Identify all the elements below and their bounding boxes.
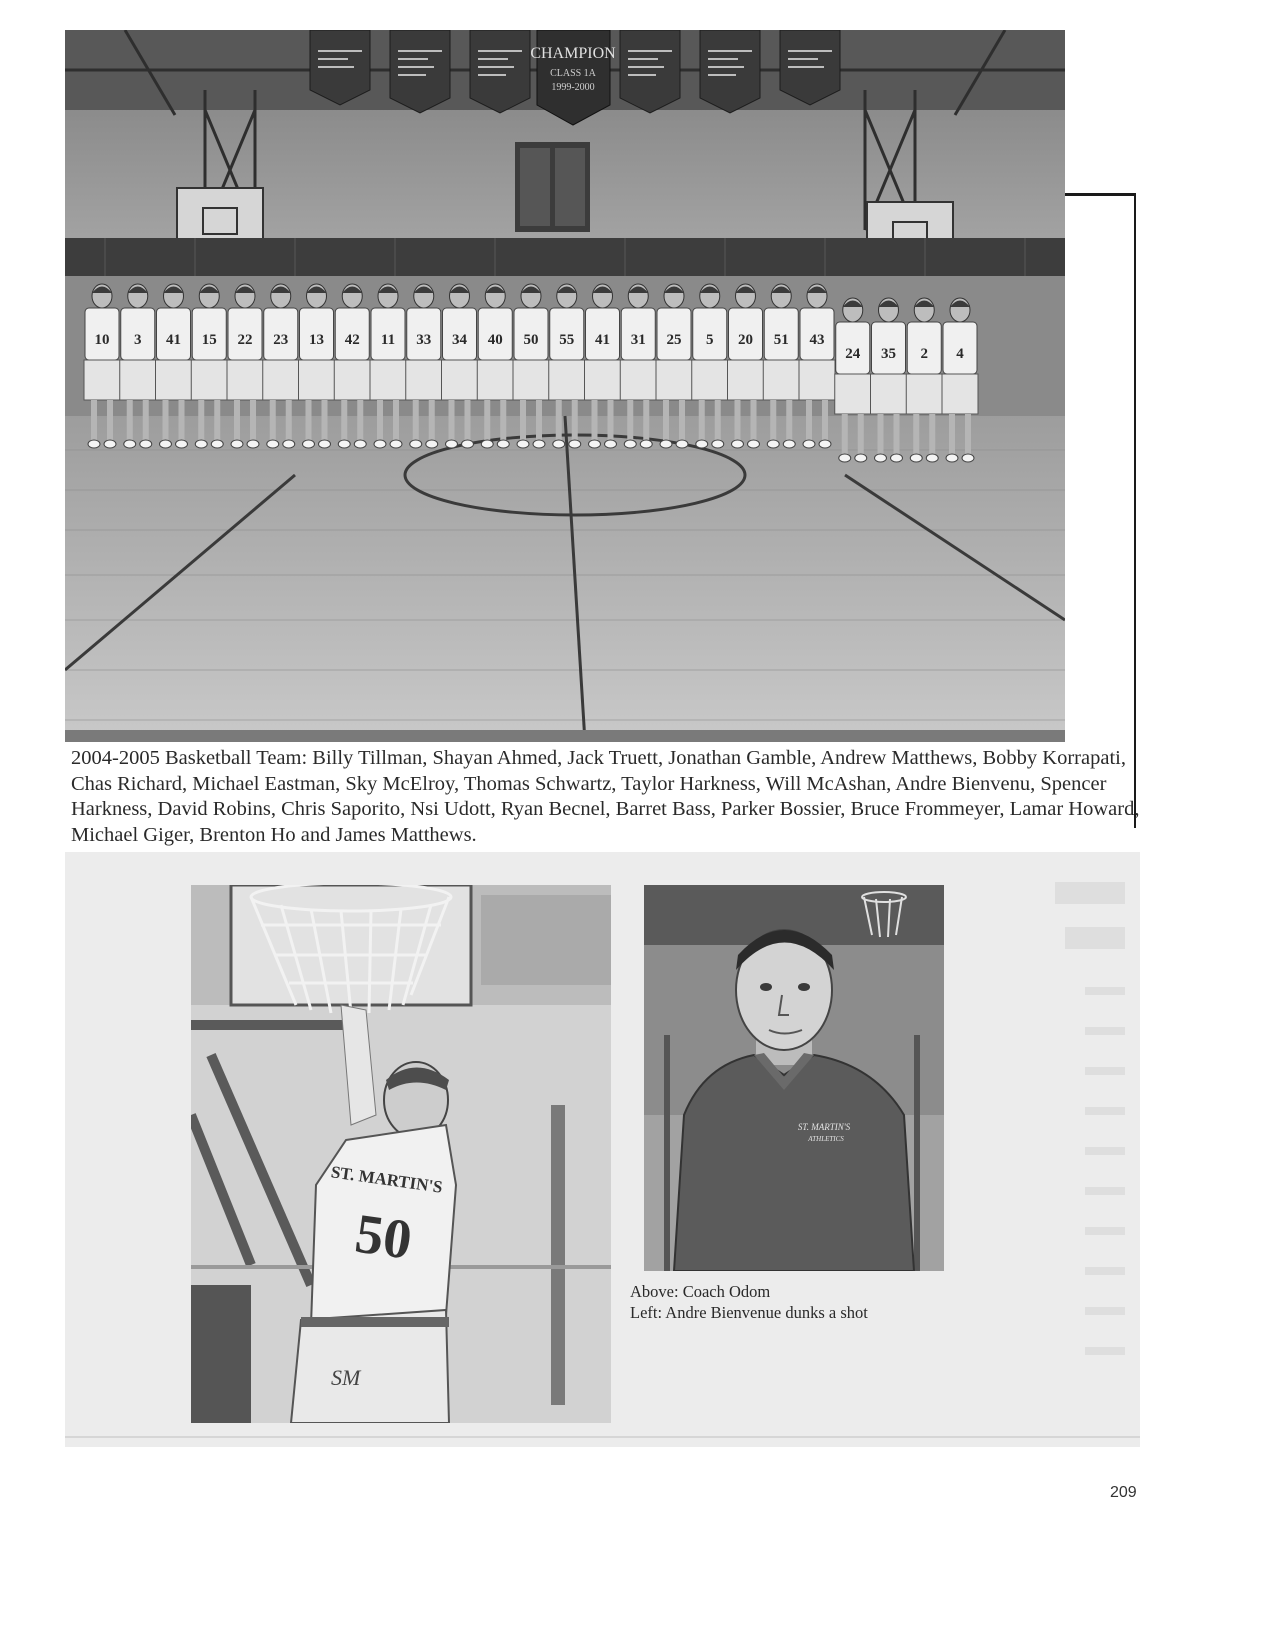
player-shoe — [783, 440, 795, 448]
dunk-shorts-logo: SM — [331, 1365, 361, 1390]
player-jersey-number: 22 — [237, 332, 253, 348]
player-leg — [965, 414, 971, 456]
player-shoe — [462, 440, 474, 448]
player-leg — [413, 400, 419, 442]
player-leg — [770, 400, 776, 442]
player-leg — [699, 400, 705, 442]
player-leg — [250, 400, 256, 442]
player-shoe — [211, 440, 223, 448]
player-leg — [822, 400, 828, 442]
player-shorts — [620, 360, 656, 400]
player-shoe — [354, 440, 366, 448]
player-jersey-number: 50 — [523, 332, 539, 348]
player-shorts — [656, 360, 692, 400]
player-shoe — [88, 440, 100, 448]
player-shoe — [124, 440, 136, 448]
player-shoe — [676, 440, 688, 448]
player-jersey-number: 5 — [706, 332, 714, 348]
backboard-left — [177, 188, 263, 246]
player-shorts — [728, 360, 764, 400]
player-shoe — [712, 440, 724, 448]
player-shoe — [640, 440, 652, 448]
player-shoe — [426, 440, 438, 448]
player-shoe — [732, 440, 744, 448]
player-shoe — [696, 440, 708, 448]
player-shorts — [549, 360, 585, 400]
player-leg — [663, 400, 669, 442]
player-shoe — [140, 440, 152, 448]
player-leg — [214, 400, 220, 442]
player-jersey-number: 31 — [630, 332, 646, 348]
player-jersey-number: 15 — [201, 332, 217, 348]
player-leg — [556, 400, 562, 442]
player-shoe — [946, 454, 958, 462]
player-shoe — [748, 440, 760, 448]
player-leg — [572, 400, 578, 442]
player-jersey-number: 2 — [920, 346, 928, 362]
player-shorts — [799, 360, 835, 400]
caption-dunk: Left: Andre Bienvenue dunks a shot — [630, 1303, 868, 1322]
player-shoe — [910, 454, 922, 462]
player-shoe — [231, 440, 243, 448]
dunk-jersey-text: ST. MARTIN'S — [329, 1162, 444, 1197]
page-number: 209 — [1110, 1484, 1137, 1501]
player-shoe — [533, 440, 545, 448]
player-leg — [107, 400, 113, 442]
player-leg — [536, 400, 542, 442]
player-shoe — [446, 440, 458, 448]
player-leg — [91, 400, 97, 442]
player-leg — [643, 400, 649, 442]
player-leg — [878, 414, 884, 456]
player-shorts — [692, 360, 728, 400]
player-leg — [429, 400, 435, 442]
player-shoe — [390, 440, 402, 448]
player-leg — [592, 400, 598, 442]
player-leg — [163, 400, 169, 442]
player-shoe — [160, 440, 172, 448]
player-shoe — [553, 440, 565, 448]
player-shoe — [891, 454, 903, 462]
player-shorts — [871, 374, 907, 414]
player-shoe — [962, 454, 974, 462]
player-leg — [234, 400, 240, 442]
player-shoe — [303, 440, 315, 448]
player-shoe — [875, 454, 887, 462]
player-jersey-number: 41 — [166, 332, 181, 348]
player-leg — [377, 400, 383, 442]
player-leg — [449, 400, 455, 442]
player-jersey-number: 33 — [416, 332, 432, 348]
player-jersey-number: 10 — [94, 332, 110, 348]
player-leg — [357, 400, 363, 442]
player-shoe — [926, 454, 938, 462]
player-shoe — [839, 454, 851, 462]
player-jersey-number: 41 — [595, 332, 610, 348]
player-leg — [500, 400, 506, 442]
coach-shirt — [674, 1055, 914, 1271]
player-shoe — [104, 440, 116, 448]
player-shorts — [763, 360, 799, 400]
player-leg — [751, 400, 757, 442]
player-leg — [465, 400, 471, 442]
player-shorts — [84, 360, 120, 400]
player-shorts — [513, 360, 549, 400]
player-jersey-number: 42 — [344, 332, 360, 348]
player-leg — [179, 400, 185, 442]
player-leg — [608, 400, 614, 442]
player-jersey-number: 4 — [956, 346, 964, 362]
player-shorts — [942, 374, 978, 414]
player-jersey-number: 3 — [134, 332, 142, 348]
player-leg — [393, 400, 399, 442]
dunk-photo-image — [191, 885, 611, 1423]
player-shorts — [906, 374, 942, 414]
player-shorts — [477, 360, 513, 400]
player-jersey-number: 43 — [809, 332, 825, 348]
player-leg — [894, 414, 900, 456]
player-shoe — [517, 440, 529, 448]
player-jersey-number: 40 — [487, 332, 503, 348]
dunk-jersey-number: 50 — [351, 1202, 416, 1272]
player-jersey-number: 51 — [773, 332, 789, 348]
player-jersey-number: 25 — [666, 332, 682, 348]
player-shoe — [195, 440, 207, 448]
player-shoe — [624, 440, 636, 448]
gym-floor — [65, 416, 1065, 742]
player-shoe — [283, 440, 295, 448]
player-shoe — [803, 440, 815, 448]
bracket-line — [1065, 193, 1136, 828]
player-leg — [627, 400, 633, 442]
banner-text-1: CHAMPION — [530, 45, 616, 62]
player-shorts — [585, 360, 621, 400]
player-leg — [127, 400, 133, 442]
player-leg — [322, 400, 328, 442]
player-leg — [286, 400, 292, 442]
banner-text-2: CLASS 1A — [550, 68, 596, 79]
player-shoe — [481, 440, 493, 448]
player-shoe — [855, 454, 867, 462]
player-shorts — [263, 360, 299, 400]
player-shoe — [497, 440, 509, 448]
player-jersey-number: 35 — [881, 346, 896, 362]
player-shoe — [319, 440, 331, 448]
player-shoe — [767, 440, 779, 448]
banner-text-3: 1999-2000 — [551, 82, 595, 93]
player-leg — [715, 400, 721, 442]
player-shoe — [605, 440, 617, 448]
player-leg — [198, 400, 204, 442]
player-shoe — [267, 440, 279, 448]
coach-shirt-text-2: ATHLETICS — [808, 1135, 844, 1143]
player-shoe — [589, 440, 601, 448]
player-shoe — [374, 440, 386, 448]
player-leg — [806, 400, 812, 442]
player-leg — [913, 414, 919, 456]
player-leg — [484, 400, 490, 442]
team-photo — [65, 30, 1065, 742]
player-leg — [520, 400, 526, 442]
player-leg — [341, 400, 347, 442]
player-shorts — [299, 360, 335, 400]
player-shoe — [176, 440, 188, 448]
player-shorts — [191, 360, 227, 400]
player-shorts — [406, 360, 442, 400]
player-jersey-number: 24 — [845, 346, 861, 362]
player-leg — [306, 400, 312, 442]
player-shoe — [569, 440, 581, 448]
team-caption: 2004-2005 Basketball Team: Billy Tillman, Shayan Ahmed, Jack Truett, Jonathan Gamble, Andrew Matthews, Bobby Korrapati, Chas Richard, Michael Eastman, Sky McElroy, Thomas Schwartz, Taylor Harkness, Will McAshan, Andre Bienvenu, Spencer Harkness, David Robins, Chris Saporito, Nsi Udott, Ryan Becnel, Barret Bass, Parker Bossier, Bruce Frommeyer, Lamar Howard, Michael Giger, Brenton Ho and James Matthews. — [71, 747, 1140, 846]
team-photo-image — [65, 30, 1065, 742]
player-shorts — [835, 374, 871, 414]
player-shorts — [120, 360, 156, 400]
player-shorts — [442, 360, 478, 400]
player-shorts — [227, 360, 263, 400]
player-jersey-number: 20 — [738, 332, 753, 348]
player-shoe — [660, 440, 672, 448]
caption-coach: Above: Coach Odom — [630, 1282, 771, 1301]
player-jersey-number: 23 — [273, 332, 289, 348]
player-shorts — [156, 360, 192, 400]
player-leg — [143, 400, 149, 442]
player-shorts — [334, 360, 370, 400]
player-leg — [735, 400, 741, 442]
player-shorts — [370, 360, 406, 400]
coach-shirt-text-1: ST. MARTIN'S — [797, 1122, 851, 1132]
player-shoe — [819, 440, 831, 448]
player-leg — [949, 414, 955, 456]
player-jersey-number: 13 — [309, 332, 324, 348]
coach-photo-image — [644, 885, 944, 1271]
player-leg — [858, 414, 864, 456]
player-jersey-number: 34 — [452, 332, 467, 348]
coach-photo — [644, 885, 944, 1271]
player-shoe — [410, 440, 422, 448]
player-leg — [270, 400, 276, 442]
player-jersey-number: 55 — [559, 332, 575, 348]
player-jersey-number: 11 — [380, 332, 396, 348]
player-leg — [929, 414, 935, 456]
player-leg — [786, 400, 792, 442]
dunk-photo — [191, 885, 611, 1423]
player-shoe — [338, 440, 350, 448]
player-shoe — [247, 440, 259, 448]
photo-captions — [630, 1281, 868, 1323]
player-leg — [679, 400, 685, 442]
player-leg — [842, 414, 848, 456]
